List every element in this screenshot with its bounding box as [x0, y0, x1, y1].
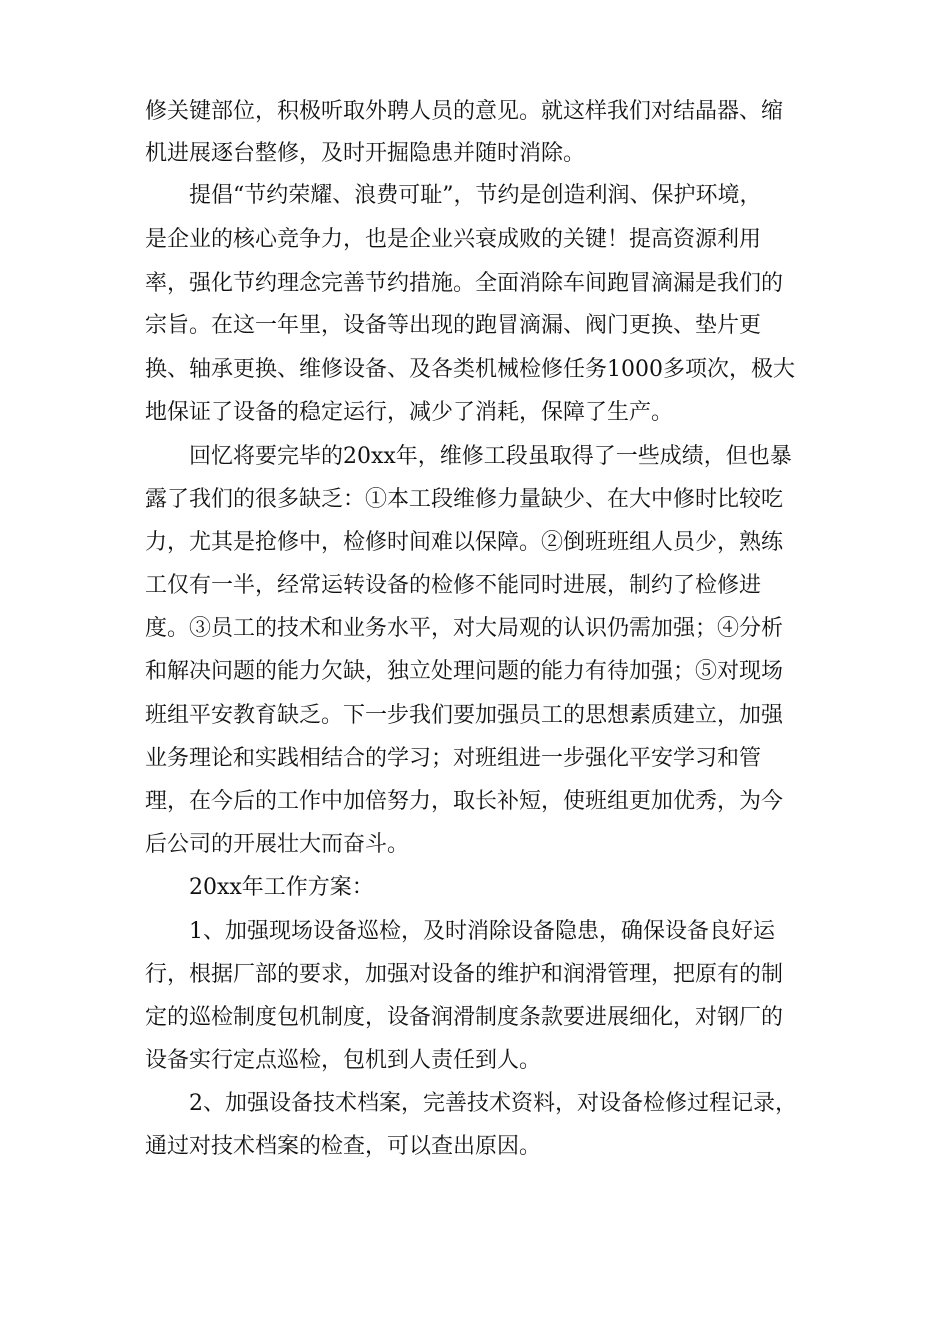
line-text: 回忆将要完毕的20xx年，维修工段虽取得了一些成绩，但也暴 — [189, 444, 792, 469]
text-line — [0, 609, 950, 649]
text-line — [0, 739, 950, 779]
line-text: 和解决问题的能力欠缺，独立处理问题的能力有待加强；⑤对现场 — [145, 659, 784, 684]
text-line — [0, 92, 950, 132]
line-text: 地保证了设备的稳定运行，减少了消耗，保障了生产。 — [145, 400, 674, 425]
line-text: 后公司的开展壮大而奋斗。 — [145, 832, 410, 857]
line-text: 业务理论和实践相结合的学习；对班组进一步强化平安学习和管 — [145, 746, 762, 771]
text-line — [0, 782, 950, 822]
line-text: 露了我们的很多缺乏：①本工段维修力量缺少、在大中修时比较吃 — [145, 487, 784, 512]
text-line — [0, 523, 950, 563]
line-text: 定的巡检制度包机制度，设备润滑制度条款要进展细化，对钢厂的 — [145, 1005, 784, 1030]
line-text: 设备实行定点巡检，包机到人责任到人。 — [145, 1048, 542, 1073]
text-line — [0, 1127, 950, 1167]
line-text: 通过对技术档案的检查，可以查出原因。 — [145, 1134, 542, 1159]
line-text: 工仅有一半，经常运转设备的检修不能同时进展，制约了检修进 — [145, 573, 762, 598]
text-line — [0, 306, 950, 346]
text-line — [0, 437, 950, 477]
text-line — [0, 480, 950, 520]
text-line — [0, 912, 950, 952]
text-line — [0, 350, 950, 390]
text-line — [0, 868, 950, 908]
line-text: 宗旨。在这一年里，设备等出现的跑冒滴漏、阀门更换、垫片更 — [145, 313, 762, 338]
text-line — [0, 696, 950, 736]
line-text: 2、加强设备技术档案，完善技术资料，对设备检修过程记录， — [189, 1091, 797, 1116]
line-text: 提倡“节约荣耀、浪费可耻”，节约是创造利润、保护环境， — [189, 183, 762, 208]
line-text: 是企业的核心竞争力，也是企业兴衰成败的关键！提高资源利用 — [145, 227, 762, 252]
line-text: 度。③员工的技术和业务水平，对大局观的认识仍需加强；④分析 — [145, 616, 784, 641]
line-text: 班组平安教育缺乏。下一步我们要加强员工的思想素质建立，加强 — [145, 703, 784, 728]
line-text: 机进展逐台整修，及时开掘隐患并随时消除。 — [145, 141, 586, 166]
line-text: 率，强化节约理念完善节约措施。全面消除车间跑冒滴漏是我们的 — [145, 271, 784, 296]
text-line — [0, 955, 950, 995]
text-line — [0, 566, 950, 606]
line-text: 20xx年工作方案： — [189, 875, 374, 900]
line-text: 理，在今后的工作中加倍努力，取长补短，使班组更加优秀，为今 — [145, 789, 784, 814]
text-line — [0, 134, 950, 174]
line-text: 1、加强现场设备巡检，及时消除设备隐患，确保设备良好运 — [189, 919, 775, 944]
line-text: 力，尤其是抢修中，检修时间难以保障。②倒班班组人员少，熟练 — [145, 530, 784, 555]
text-line — [0, 1041, 950, 1081]
line-text: 修关键部位，积极听取外聘人员的意见。就这样我们对结晶器、缩 — [145, 99, 784, 124]
line-text: 换、轴承更换、维修设备、及各类机械检修任务1000多项次，极大 — [145, 357, 795, 382]
text-line — [0, 393, 950, 433]
text-line — [0, 1084, 950, 1124]
text-line — [0, 825, 950, 865]
text-line — [0, 176, 950, 216]
text-line — [0, 264, 950, 304]
text-line — [0, 998, 950, 1038]
line-text: 行，根据厂部的要求，加强对设备的维护和润滑管理，把原有的制 — [145, 962, 784, 987]
text-line — [0, 220, 950, 260]
text-line — [0, 652, 950, 692]
